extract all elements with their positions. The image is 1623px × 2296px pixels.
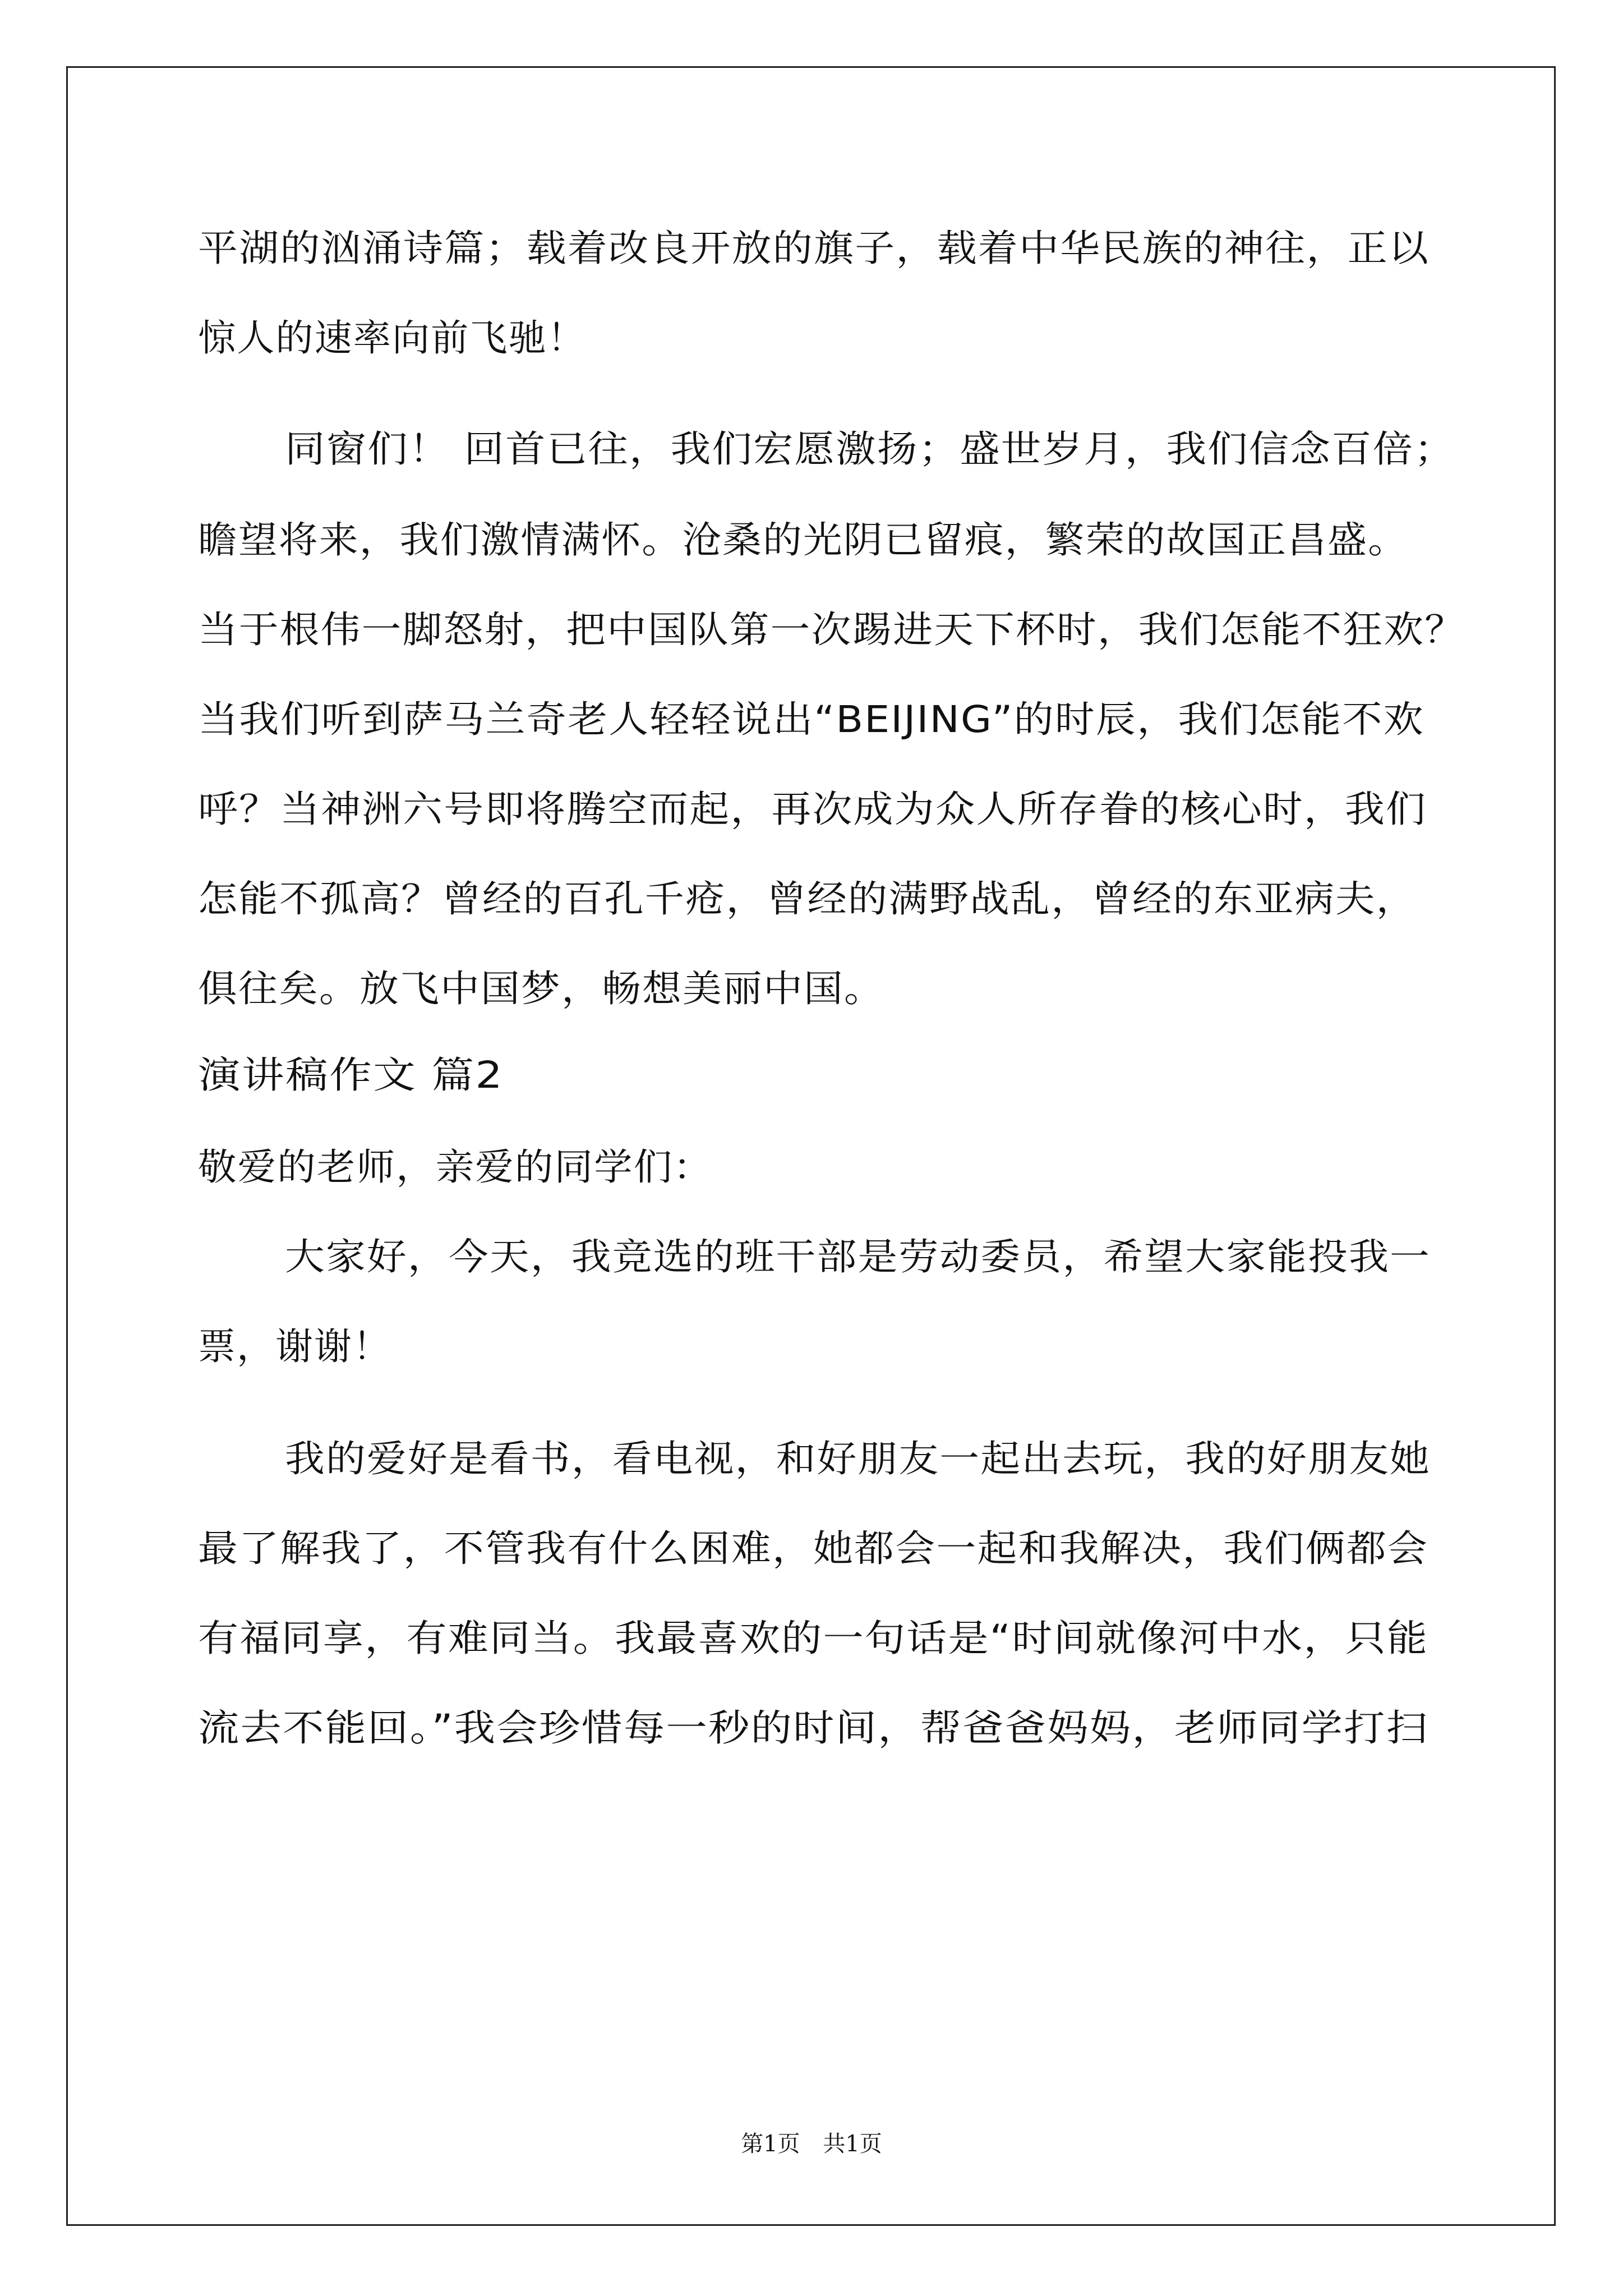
section-heading: 演讲稿作文 篇2 — [198, 1053, 504, 1097]
text-line: 瞻望将来，我们激情满怀。沧桑的光阴已留痕，繁荣的故国正昌盛。 — [198, 518, 1408, 562]
text-line: 有福同享，有难同当。我最喜欢的一句话是“时间就像河中水，只能 — [198, 1617, 1429, 1660]
text-line: 票，谢谢！ — [198, 1325, 391, 1368]
salutation-line: 敬爱的老师，亲爱的同学们： — [198, 1145, 713, 1189]
paragraph-start-line: 同窗们！ 回首已往，我们宏愿激扬；盛世岁月，我们信念百倍； — [285, 427, 1455, 471]
page-total: 共1页 — [823, 2131, 882, 2157]
page-footer — [0, 2130, 1623, 2158]
text-line: 惊人的速率向前飞驰！ — [198, 316, 586, 360]
text-line: 最了解我了，不管我有什么困难，她都会一起和我解决，我们俩都会 — [198, 1527, 1428, 1570]
text-line: 怎能不孤高？曾经的百孔千疮，曾经的满野战乱，曾经的东亚病夫， — [198, 877, 1417, 921]
paragraph-start-line: 大家好，今天，我竞选的班干部是劳动委员，希望大家能投我一 — [285, 1235, 1431, 1278]
paragraph-start-line: 我的爱好是看书，看电视，和好朋友一起出去玩，我的好朋友她 — [285, 1437, 1431, 1480]
text-line: 当我们听到萨马兰奇老人轻轻说出“BEIJING”的时辰，我们怎能不欢 — [198, 698, 1424, 741]
text-line: 流去不能回。”我会珍惜每一秒的时间，帮爸爸妈妈，老师同学打扫 — [198, 1706, 1429, 1750]
text-line: 平湖的汹涌诗篇；载着改良开放的旗子，载着中华民族的神往，正以 — [198, 227, 1430, 270]
text-line: 当于根伟一脚怒射，把中国队第一次踢进天下杯时，我们怎能不狂欢？ — [198, 608, 1465, 651]
page-number: 第1页 — [741, 2131, 800, 2157]
text-line: 呼？当神洲六号即将腾空而起，再次成为众人所存眷的核心时，我们 — [198, 788, 1427, 831]
text-line: 俱往矣。放飞中国梦，畅想美丽中国。 — [198, 967, 885, 1010]
